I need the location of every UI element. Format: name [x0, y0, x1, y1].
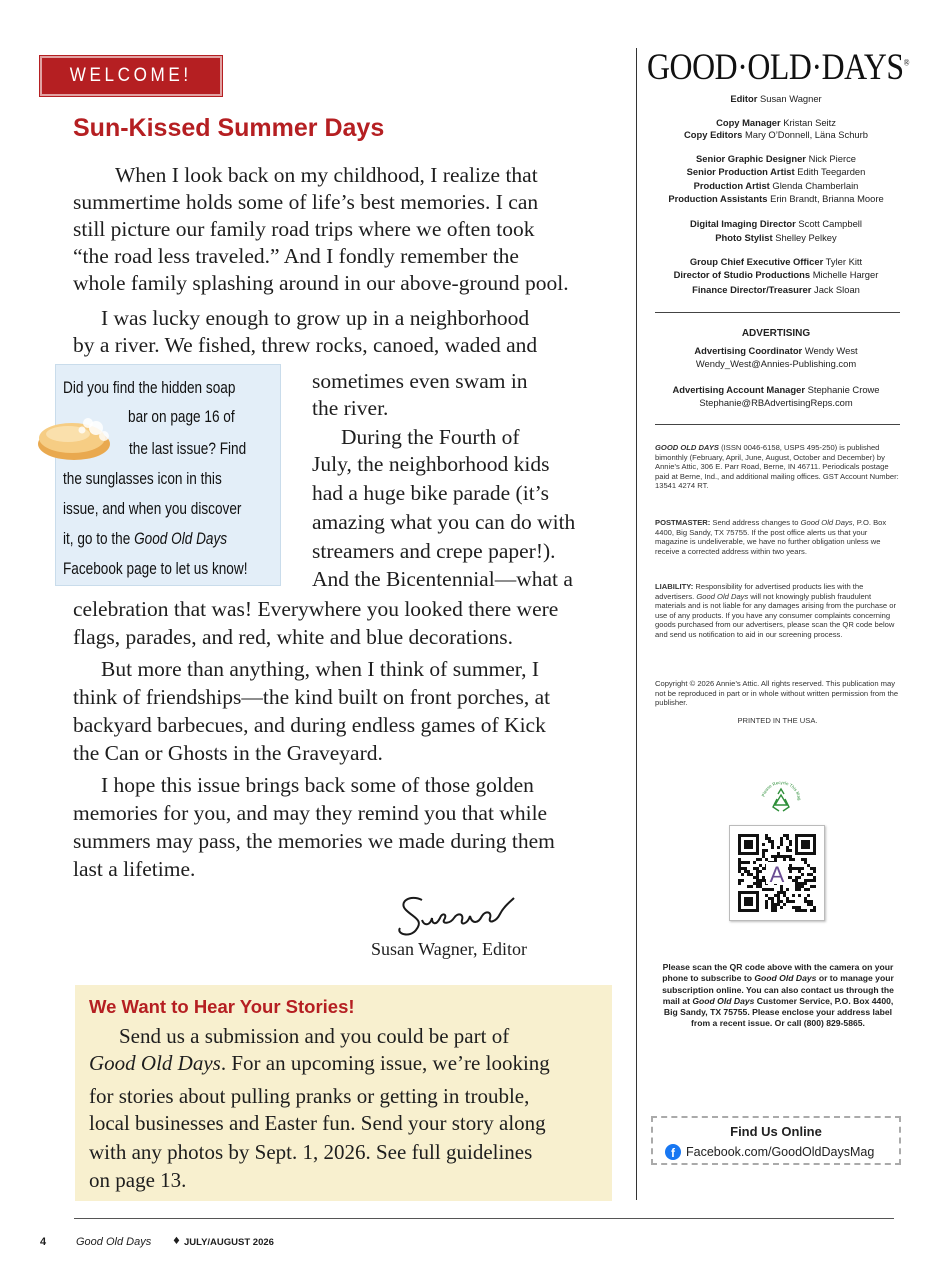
- sidebar-line: Did you find the hidden soap: [63, 378, 236, 397]
- article-line: the river.: [312, 396, 389, 420]
- article-headline: Sun-Kissed Summer Days: [73, 114, 385, 142]
- masthead-rule: [655, 312, 900, 313]
- staff-credit: Advertising Account Manager Stephanie Crowe: [672, 384, 880, 395]
- column-divider: [636, 48, 637, 1200]
- liability-info: LIABILITY: Responsibility for advertised products lies with the advertisers. Good Old Days will not knowingly publish fraudulent materials and is not liable for any damages arising from the purchase or use of any products. If you have any consumer complaints concerning goods purchased from our advertisers, please scan the QR code below and send us notification to aid in our screening process.: [655, 582, 897, 639]
- logo-text: GOOD·OLD·DAYS: [647, 47, 904, 88]
- welcome-badge: [40, 56, 222, 96]
- staff-credit: Finance Director/Treasurer Jack Sloan: [692, 284, 860, 295]
- article-line: streamers and crepe paper!).: [312, 539, 556, 563]
- article-line: celebration that was! Everywhere you looked there were: [73, 597, 559, 621]
- subscription-instructions: Please scan the QR code above with the camera on your phone to subscribe to Good Old Days or to manage your subscription online. You can also contact us through the mail at Good Old Days Customer Service, P.O. Box 4400, Big Sandy, TX 75755. Please enclose your address label from a recent issue. Or call (800) 829-5865.: [662, 962, 894, 1029]
- article-line: still picture our family road trips where we often took: [73, 217, 535, 241]
- masthead-rule: [655, 424, 900, 425]
- article-line: I was lucky enough to grow up in a neighborhood: [101, 306, 530, 330]
- facebook-link[interactable]: [665, 1144, 874, 1160]
- advertising-heading: ADVERTISING: [741, 328, 811, 339]
- staff-credit: Advertising Coordinator Wendy West: [694, 345, 858, 356]
- soap-bar-icon: [34, 414, 112, 464]
- footer-diamond: ♦: [172, 1236, 181, 1247]
- article-line: flags, parades, and red, white and blue decorations.: [73, 625, 513, 649]
- submission-magazine-title: Good Old Days: [89, 1051, 221, 1075]
- recycle-icon: [758, 777, 804, 823]
- welcome-label: WELCOME!: [70, 65, 192, 86]
- article-line: “the road less traveled.” And I fondly remember the: [73, 244, 519, 268]
- postmaster-info: POSTMASTER: Send address changes to Good Old Days, P.O. Box 4400, Big Sandy, TX 75755. If the post office alerts us that your magazine is undeliverable, we have no further obligation unless we receive a corrected address within two years.: [655, 518, 887, 556]
- email-link[interactable]: Wendy_West@Annies-Publishing.com: [695, 358, 857, 369]
- article-line: the Can or Ghosts in the Graveyard.: [73, 741, 383, 765]
- article-line: summertime holds some of life’s best memories. I can: [73, 190, 539, 214]
- article-line: sometimes even swam in: [312, 369, 528, 393]
- email-link[interactable]: Stephanie@RBAdvertisingReps.com: [699, 397, 853, 408]
- article-line: think of friendships—the kind built on front porches, at: [73, 685, 551, 709]
- submission-line: on page 13.: [89, 1168, 187, 1192]
- staff-credit: Digital Imaging Director Scott Campbell: [690, 218, 862, 229]
- article-line: had a huge bike parade (it’s: [312, 481, 550, 505]
- submission-line: for stories about pulling pranks or getting in trouble,: [89, 1084, 530, 1108]
- sidebar-line: issue, and when you discover: [63, 499, 242, 518]
- submission-line: [89, 1050, 550, 1076]
- sidebar-line: the sunglasses icon in this: [63, 469, 222, 488]
- staff-credit: Production Artist Glenda Chamberlain: [693, 180, 859, 191]
- sidebar-text: it, go to the: [63, 529, 135, 548]
- copyright-info: Copyright © 2026 Annie’s Attic. All rights reserved. This publication may not be reproduced in part or in whole without written permission from the publisher.: [655, 679, 899, 707]
- article-line: memories for you, and may they remind you that while: [73, 801, 548, 825]
- footer-rule: [74, 1218, 894, 1219]
- submission-title: We Want to Hear Your Stories!: [89, 996, 355, 1017]
- article-line: whole family splashing around in our above-ground pool.: [73, 271, 569, 295]
- staff-credit: Copy Editors Mary O’Donnell, Läna Schurb: [684, 129, 868, 140]
- article-line: summers may pass, the memories we made during them: [73, 829, 555, 853]
- svg-text:A: A: [769, 862, 785, 887]
- magazine-logo: [647, 46, 910, 89]
- article-line: July, the neighborhood kids: [312, 452, 550, 476]
- signature-graphic: [392, 886, 522, 944]
- staff-credit: Senior Graphic Designer Nick Pierce: [696, 153, 856, 164]
- sidebar-line: bar on page 16 of: [128, 407, 235, 426]
- staff-credit: Production Assistants Erin Brandt, Brianna Moore: [668, 193, 884, 204]
- sidebar-line: Facebook page to let us know!: [63, 559, 248, 578]
- qr-code[interactable]: [738, 834, 816, 912]
- footer-magazine-title: Good Old Days: [76, 1236, 152, 1248]
- sidebar-line: the last issue? Find: [129, 439, 247, 458]
- staff-credit: Copy Manager Kristan Seitz: [716, 117, 836, 128]
- staff-credit: Director of Studio Productions Michelle Harger: [673, 269, 879, 280]
- article-line: amazing what you can do with: [312, 510, 576, 534]
- article-line: And the Bicentennial—what a: [312, 567, 573, 591]
- facebook-url: Facebook.com/GoodOldDaysMag: [686, 1145, 875, 1159]
- submission-line: with any photos by Sept. 1, 2026. See full guidelines: [89, 1140, 533, 1164]
- staff-credit: Editor Susan Wagner: [730, 93, 822, 104]
- article-line: by a river. We fished, threw rocks, canoed, waded and: [73, 333, 538, 357]
- facebook-icon: f: [665, 1144, 681, 1160]
- footer-issue-date: JULY/AUGUST 2026: [184, 1237, 274, 1248]
- find-us-title: Find Us Online: [730, 1124, 822, 1139]
- article-line: During the Fourth of: [341, 425, 520, 449]
- sidebar-line: [63, 528, 227, 550]
- staff-credit: Group Chief Executive Officer Tyler Kitt: [689, 256, 863, 267]
- sidebar-magazine-title: Good Old Days: [134, 529, 228, 548]
- editor-signoff: Susan Wagner, Editor: [371, 939, 527, 959]
- registered-mark: ®: [903, 57, 910, 68]
- article-line: When I look back on my childhood, I realize that: [115, 163, 538, 187]
- article-line: last a lifetime.: [73, 857, 196, 881]
- submission-line: Send us a submission and you could be part of: [119, 1024, 510, 1048]
- staff-credit: Photo Stylist Shelley Pelkey: [715, 232, 837, 243]
- page-number: 4: [40, 1236, 47, 1248]
- article-line: backyard barbecues, and during endless games of Kick: [73, 713, 546, 737]
- article-line: I hope this issue brings back some of those golden: [101, 773, 534, 797]
- submission-text: . For an upcoming issue, we’re looking: [220, 1051, 550, 1075]
- article-line: But more than anything, when I think of summer, I: [101, 657, 540, 681]
- publication-info: GOOD OLD DAYS (ISSN 0046-6158, USPS 495-250) is published bimonthly (February, April, June, August, October and December) by Annie’s Attic, 306 E. Parr Road, Berne, IN 46711. Periodicals postage paid at Berne, Ind., and additional mailing offices. GST Account Number: 13541 4274 RT.: [655, 443, 899, 490]
- printed-notice: PRINTED IN THE USA.: [737, 716, 818, 725]
- recycle-text: Please Recycle This Mag: [760, 779, 803, 801]
- staff-credit: Senior Production Artist Edith Teegarden: [686, 166, 866, 177]
- submission-line: local businesses and Easter fun. Send your story along: [89, 1111, 546, 1135]
